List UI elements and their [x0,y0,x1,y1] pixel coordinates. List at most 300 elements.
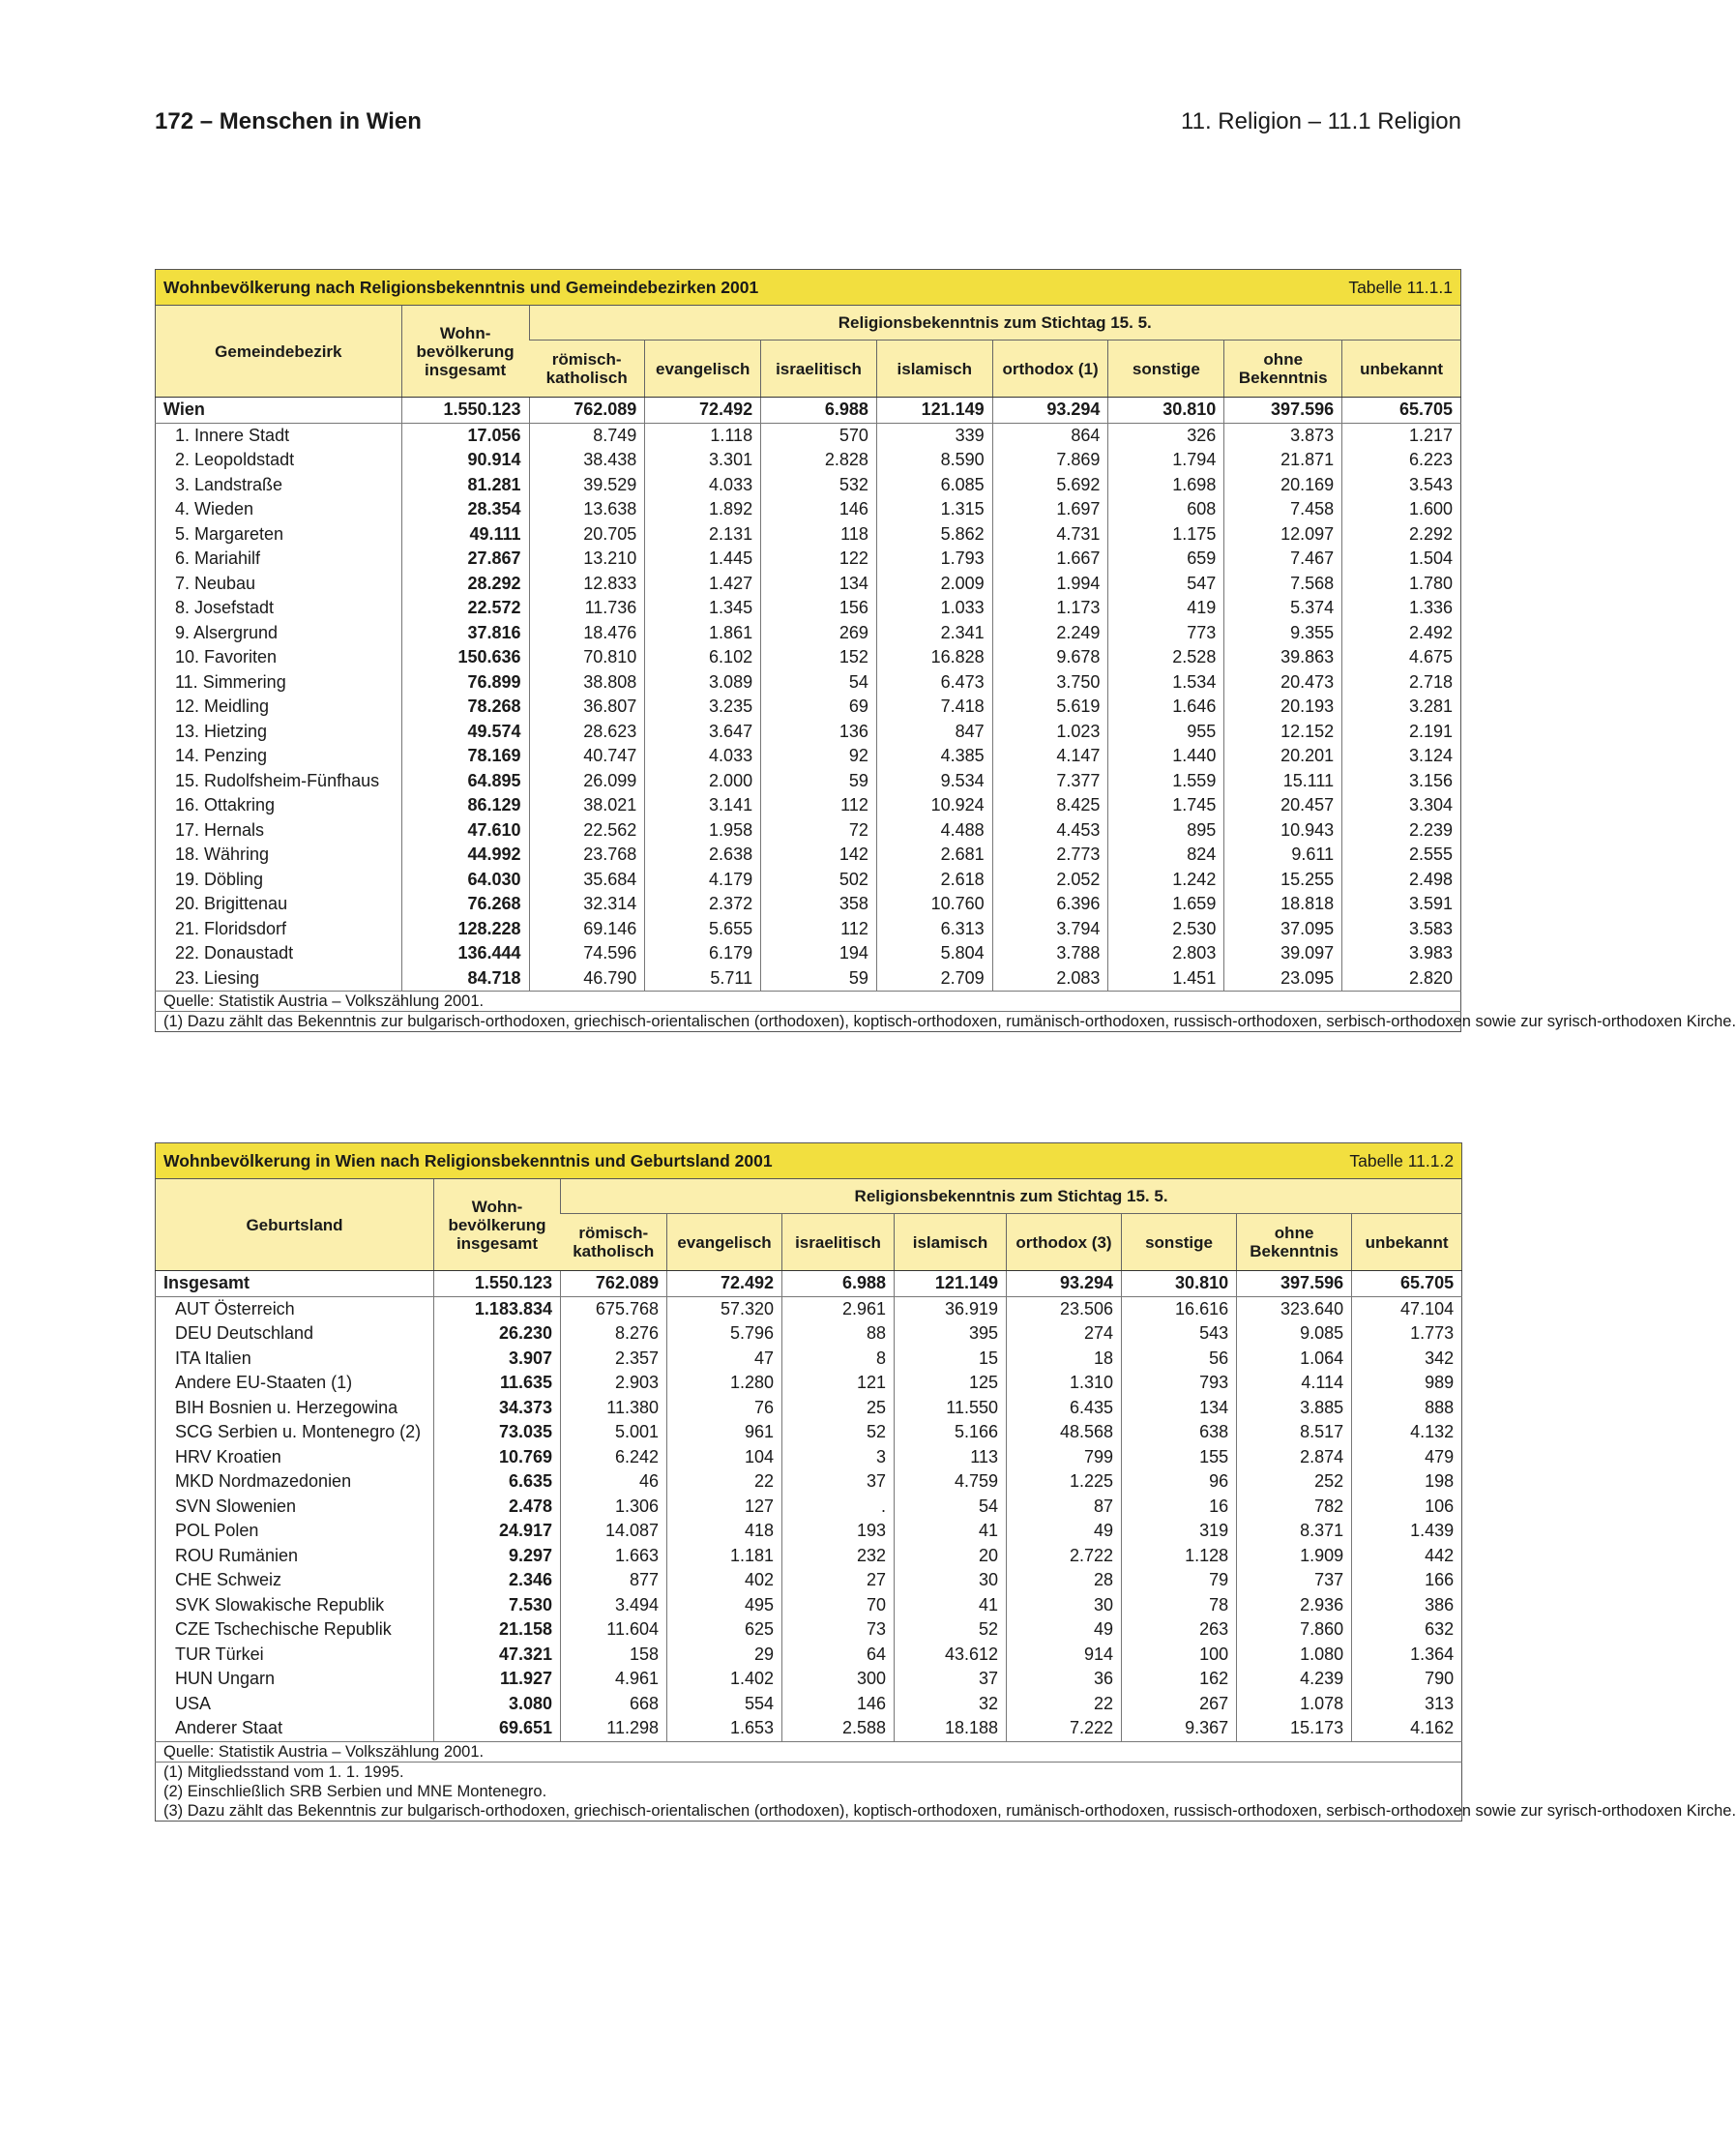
cell-value: 790 [1352,1667,1462,1692]
footnotes-row [156,1762,1462,1821]
cell-value: 2.936 [1237,1593,1352,1618]
cell-value: 675.768 [561,1296,667,1321]
cell-value: 877 [561,1568,667,1593]
cell-value: 252 [1237,1469,1352,1495]
header-column: orthodox (1) [992,341,1108,398]
cell-value: 9.611 [1224,843,1342,868]
cell-value: . [782,1495,895,1520]
cell-value: 2.961 [782,1296,895,1321]
cell-value: 155 [1122,1445,1237,1470]
cell-value: 3.591 [1342,892,1461,917]
cell-value: 668 [561,1692,667,1717]
cell-value: 2.052 [992,868,1108,893]
total-row [156,398,1461,424]
cell-value: 3.235 [645,695,761,720]
table-row [156,1568,1462,1593]
cell-value: 93.294 [1007,1271,1122,1297]
table-row [156,547,1461,572]
header-column: ohne Bekenntnis [1237,1214,1352,1271]
cell-value: 4.179 [645,868,761,893]
cell-value: 47.321 [434,1643,561,1668]
row-label: 22. Donaustadt [175,943,294,963]
cell-value: 18.476 [529,621,645,646]
cell-value: 2.722 [1007,1544,1122,1569]
cell-value: 32 [895,1692,1007,1717]
cell-value: 543 [1122,1321,1237,1347]
cell-value: 1.958 [645,818,761,844]
row-label: CZE Tschechische Republik [175,1619,392,1639]
cell-value: 35.684 [529,868,645,893]
cell-value: 4.961 [561,1667,667,1692]
cell-value: 6.223 [1342,448,1461,473]
cell-value: 326 [1108,423,1224,448]
row-label: BIH Bosnien u. Herzegowina [175,1397,398,1417]
cell-value: 961 [667,1420,782,1445]
table-row [156,917,1461,942]
row-label: 9. Alsergrund [175,622,279,642]
cell-value: 37.095 [1224,917,1342,942]
table-title-row [156,270,1461,306]
cell-value: 5.166 [895,1420,1007,1445]
table-row [156,720,1461,745]
page-header-right: 11. Religion – 11.1 Religion [1181,108,1461,134]
cell-value: 319 [1122,1519,1237,1544]
row-label: 3. Landstraße [175,474,283,494]
cell-value: 13.638 [529,497,645,522]
cell-value: 2.530 [1108,917,1224,942]
cell-value: 30 [1007,1593,1122,1618]
cell-value: 76.899 [401,670,529,696]
cell-value: 1.663 [561,1544,667,1569]
table-row [156,744,1461,769]
table-row [156,793,1461,818]
cell-value: 15.255 [1224,868,1342,893]
cell-value: 23.095 [1224,966,1342,992]
cell-value: 15.173 [1237,1716,1352,1741]
cell-value: 6.396 [992,892,1108,917]
cell-value: 59 [761,966,877,992]
row-label: ITA Italien [175,1348,251,1368]
cell-value: 49.574 [401,720,529,745]
header-group: Religionsbekenntnis zum Stichtag 15. 5. [561,1179,1462,1214]
cell-value: 4.385 [876,744,992,769]
table-religion-by-district [155,269,1736,1032]
cell-value: 79 [1122,1568,1237,1593]
cell-value: 112 [761,793,877,818]
cell-value: 402 [667,1568,782,1593]
cell-value: 27.867 [401,547,529,572]
cell-value: 5.655 [645,917,761,942]
cell-value: 20 [895,1544,1007,1569]
cell-value: 25 [782,1396,895,1421]
cell-value: 3 [782,1445,895,1470]
table-row [156,941,1461,966]
cell-value: 2.709 [876,966,992,992]
cell-value: 3.141 [645,793,761,818]
cell-value: 69.146 [529,917,645,942]
cell-value: 3.304 [1342,793,1461,818]
row-label: 19. Döbling [175,869,264,889]
cell-value: 146 [782,1692,895,1717]
header-column: israelitisch [782,1214,895,1271]
cell-value: 136 [761,720,877,745]
row-label: 11. Simmering [175,671,286,692]
footnotes [156,1012,1736,1032]
footnote: (3) Dazu zählt das Bekenntnis zur bulgarisch-orthodoxen, griechisch-orientalischen (orthodoxen), koptisch-orthodoxen, rumänisch-orthodoxen, russisch-orthodoxen, serbisch-orthodoxen sowie zur syrisch-orthodoxen Kirche. [163,1801,1736,1820]
row-label: 12. Meidling [175,696,270,716]
cell-value: 1.217 [1342,423,1461,448]
cell-value: 1.345 [645,596,761,621]
table-row [156,966,1461,992]
table-row [156,769,1461,794]
data-table [155,1142,1736,1822]
cell-value: 10.943 [1224,818,1342,844]
cell-value: 28.354 [401,497,529,522]
cell-value: 1.780 [1342,572,1461,597]
cell-value: 41 [895,1519,1007,1544]
cell-value: 13.210 [529,547,645,572]
table-row [156,1347,1462,1372]
cell-value: 7.377 [992,769,1108,794]
cell-value: 5.692 [992,473,1108,498]
cell-value: 100 [1122,1643,1237,1668]
table-row [156,670,1461,696]
cell-value: 112 [761,917,877,942]
cell-value: 7.530 [434,1593,561,1618]
cell-value: 156 [761,596,877,621]
cell-value: 2.131 [645,522,761,548]
cell-value: 17.056 [401,423,529,448]
table-row [156,645,1461,670]
cell-value: 96 [1122,1469,1237,1495]
cell-value: 1.445 [645,547,761,572]
cell-value: 8.749 [529,423,645,448]
cell-value: 4.132 [1352,1420,1462,1445]
cell-value: 659 [1108,547,1224,572]
cell-value: 1.698 [1108,473,1224,498]
cell-value: 24.917 [434,1519,561,1544]
cell-value: 7.222 [1007,1716,1122,1741]
table-row [156,1495,1462,1520]
cell-value: 20.457 [1224,793,1342,818]
cell-value: 38.021 [529,793,645,818]
source-note: Quelle: Statistik Austria – Volkszählung 2001. [156,992,1461,1012]
cell-value: 22 [667,1469,782,1495]
cell-value: 121.149 [876,398,992,424]
cell-value: 10.769 [434,1445,561,1470]
cell-value: 2.498 [1342,868,1461,893]
cell-value: 28.292 [401,572,529,597]
cell-value: 1.439 [1352,1519,1462,1544]
cell-value: 799 [1007,1445,1122,1470]
table-row [156,818,1461,844]
cell-value: 36.919 [895,1296,1007,1321]
cell-value: 6.988 [761,398,877,424]
table-row [156,695,1461,720]
cell-value: 1.023 [992,720,1108,745]
cell-value: 11.635 [434,1371,561,1396]
cell-value: 11.298 [561,1716,667,1741]
cell-value: 737 [1237,1568,1352,1593]
cell-value: 11.550 [895,1396,1007,1421]
table-row [156,1544,1462,1569]
cell-value: 1.080 [1237,1643,1352,1668]
cell-value: 134 [761,572,877,597]
cell-value: 21.158 [434,1617,561,1643]
cell-value: 2.083 [992,966,1108,992]
cell-value: 16 [1122,1495,1237,1520]
cell-value: 1.697 [992,497,1108,522]
cell-value: 34.373 [434,1396,561,1421]
cell-value: 2.191 [1342,720,1461,745]
cell-value: 3.907 [434,1347,561,1372]
cell-value: 2.346 [434,1568,561,1593]
cell-value: 3.281 [1342,695,1461,720]
cell-value: 52 [895,1617,1007,1643]
cell-value: 5.862 [876,522,992,548]
cell-value: 4.731 [992,522,1108,548]
cell-value: 1.310 [1007,1371,1122,1396]
source-row [156,992,1461,1012]
cell-value: 128.228 [401,917,529,942]
cell-value: 48.568 [1007,1420,1122,1445]
table-religion-by-birth-country [155,1142,1736,1822]
cell-value: 92 [761,744,877,769]
row-label: 4. Wieden [175,499,254,518]
row-label: 14. Penzing [175,746,268,765]
cell-value: 20.473 [1224,670,1342,696]
row-label: ROU Rumänien [175,1545,299,1565]
cell-value: 3.089 [645,670,761,696]
cell-value: 12.833 [529,572,645,597]
cell-value: 81.281 [401,473,529,498]
cell-value: 824 [1108,843,1224,868]
cell-value: 84.718 [401,966,529,992]
cell-value: 1.306 [561,1495,667,1520]
row-label: 6. Mariahilf [175,548,261,568]
cell-value: 989 [1352,1371,1462,1396]
cell-value: 1.183.834 [434,1296,561,1321]
table-row [156,423,1461,448]
header-column: israelitisch [761,341,877,398]
table-row [156,868,1461,893]
cell-value: 1.225 [1007,1469,1122,1495]
cell-value: 2.009 [876,572,992,597]
cell-value: 3.647 [645,720,761,745]
data-table [155,269,1736,1032]
row-label: POL Polen [175,1521,259,1540]
cell-value: 2.341 [876,621,992,646]
cell-value: 16.616 [1122,1296,1237,1321]
cell-value: 39.529 [529,473,645,498]
header-first-column: Geburtsland [156,1179,434,1271]
cell-value: 1.534 [1108,670,1224,696]
cell-value: 1.504 [1342,547,1461,572]
cell-value: 1.175 [1108,522,1224,548]
footnote: (1) Mitgliedsstand vom 1. 1. 1995. [163,1763,404,1781]
header-row-top [156,306,1461,341]
cell-value: 72.492 [667,1271,782,1297]
cell-value: 7.467 [1224,547,1342,572]
cell-value: 56 [1122,1347,1237,1372]
cell-value: 65.705 [1342,398,1461,424]
cell-value: 608 [1108,497,1224,522]
header-column: orthodox (3) [1007,1214,1122,1271]
cell-value: 2.588 [782,1716,895,1741]
cell-value: 4.488 [876,818,992,844]
cell-value: 7.418 [876,695,992,720]
cell-value: 5.001 [561,1420,667,1445]
cell-value: 20.201 [1224,744,1342,769]
cell-value: 2.618 [876,868,992,893]
cell-value: 152 [761,645,877,670]
cell-value: 762.089 [529,398,645,424]
cell-value: 3.788 [992,941,1108,966]
cell-value: 2.000 [645,769,761,794]
cell-value: 2.528 [1108,645,1224,670]
cell-value: 2.492 [1342,621,1461,646]
row-label: HRV Kroatien [175,1446,281,1466]
header-column: sonstige [1122,1214,1237,1271]
row-label: 1. Innere Stadt [175,425,290,445]
cell-value: 4.239 [1237,1667,1352,1692]
cell-value: 4.675 [1342,645,1461,670]
cell-value: 955 [1108,720,1224,745]
header-column: unbekannt [1342,341,1461,398]
cell-value: 1.173 [992,596,1108,621]
row-label: 5. Margareten [175,523,284,544]
cell-value: 386 [1352,1593,1462,1618]
cell-value: 9.678 [992,645,1108,670]
cell-value: 10.760 [876,892,992,917]
header-column: sonstige [1108,341,1224,398]
cell-value: 914 [1007,1643,1122,1668]
row-label: Anderer Staat [175,1718,283,1737]
cell-value: 7.869 [992,448,1108,473]
cell-value: 134 [1122,1396,1237,1421]
cell-value: 6.313 [876,917,992,942]
cell-value: 28 [1007,1568,1122,1593]
header-column: römisch-katholisch [561,1214,667,1271]
cell-value: 267 [1122,1692,1237,1717]
header-column: römisch-katholisch [529,341,645,398]
table-row [156,1321,1462,1347]
cell-value: 1.440 [1108,744,1224,769]
cell-value: 5.711 [645,966,761,992]
cell-value: 3.494 [561,1593,667,1618]
cell-value: 4.162 [1352,1716,1462,1741]
row-label: 18. Währing [175,844,270,864]
row-label: SVK Slowakische Republik [175,1594,385,1615]
row-label: 8. Josefstadt [175,598,275,617]
table-row [156,1469,1462,1495]
cell-value: 86.129 [401,793,529,818]
cell-value: 39.863 [1224,645,1342,670]
cell-value: 146 [761,497,877,522]
table-row [156,1692,1462,1717]
cell-value: 26.230 [434,1321,561,1347]
cell-value: 57.320 [667,1296,782,1321]
cell-value: 78.268 [401,695,529,720]
cell-value: 72.492 [645,398,761,424]
cell-value: 1.653 [667,1716,782,1741]
cell-value: 30 [895,1568,1007,1593]
header-row-top [156,1179,1462,1214]
row-label: SVN Slowenien [175,1496,297,1516]
cell-value: 1.451 [1108,966,1224,992]
cell-value: 1.793 [876,547,992,572]
cell-value: 15.111 [1224,769,1342,794]
cell-value: 9.367 [1122,1716,1237,1741]
cell-value: 26.099 [529,769,645,794]
cell-value: 395 [895,1321,1007,1347]
row-label: DEU Deutschland [175,1323,314,1343]
table-row [156,572,1461,597]
row-label: AUT Österreich [175,1298,295,1318]
cell-value: 49.111 [401,522,529,548]
table-row [156,596,1461,621]
cell-value: 69.651 [434,1716,561,1741]
cell-value: 166 [1352,1568,1462,1593]
cell-value: 29 [667,1643,782,1668]
cell-value: 11.736 [529,596,645,621]
cell-value: 3.124 [1342,744,1461,769]
cell-value: 5.619 [992,695,1108,720]
cell-value: 73.035 [434,1420,561,1445]
cell-value: 18.188 [895,1716,1007,1741]
cell-value: 479 [1352,1445,1462,1470]
cell-value: 21.871 [1224,448,1342,473]
cell-value: 4.759 [895,1469,1007,1495]
cell-value: 419 [1108,596,1224,621]
cell-value: 18.818 [1224,892,1342,917]
row-label: HUN Ungarn [175,1669,276,1688]
cell-value: 12.152 [1224,720,1342,745]
cell-value: 18 [1007,1347,1122,1372]
row-label: TUR Türkei [175,1644,264,1664]
cell-value: 113 [895,1445,1007,1470]
cell-value: 1.659 [1108,892,1224,917]
cell-value: 895 [1108,818,1224,844]
cell-value: 22.572 [401,596,529,621]
cell-value: 6.635 [434,1469,561,1495]
cell-value: 11.380 [561,1396,667,1421]
cell-value: 2.249 [992,621,1108,646]
cell-value: 23.768 [529,843,645,868]
cell-value: 11.604 [561,1617,667,1643]
cell-value: 5.374 [1224,596,1342,621]
cell-value: 76 [667,1396,782,1421]
table-row [156,1445,1462,1470]
cell-value: 1.794 [1108,448,1224,473]
page-header [155,108,1461,135]
cell-value: 2.372 [645,892,761,917]
cell-value: 194 [761,941,877,966]
cell-value: 313 [1352,1692,1462,1717]
table-row [156,1420,1462,1445]
cell-value: 125 [895,1371,1007,1396]
cell-value: 6.242 [561,1445,667,1470]
cell-value: 40.747 [529,744,645,769]
table-row [156,1519,1462,1544]
cell-value: 2.803 [1108,941,1224,966]
table-row [156,1643,1462,1668]
cell-value: 1.994 [992,572,1108,597]
cell-value: 127 [667,1495,782,1520]
cell-value: 864 [992,423,1108,448]
cell-value: 121.149 [895,1271,1007,1297]
table-title: Wohnbevölkerung nach Religionsbekenntnis und Gemeindebezirken 2001 [156,270,1224,306]
